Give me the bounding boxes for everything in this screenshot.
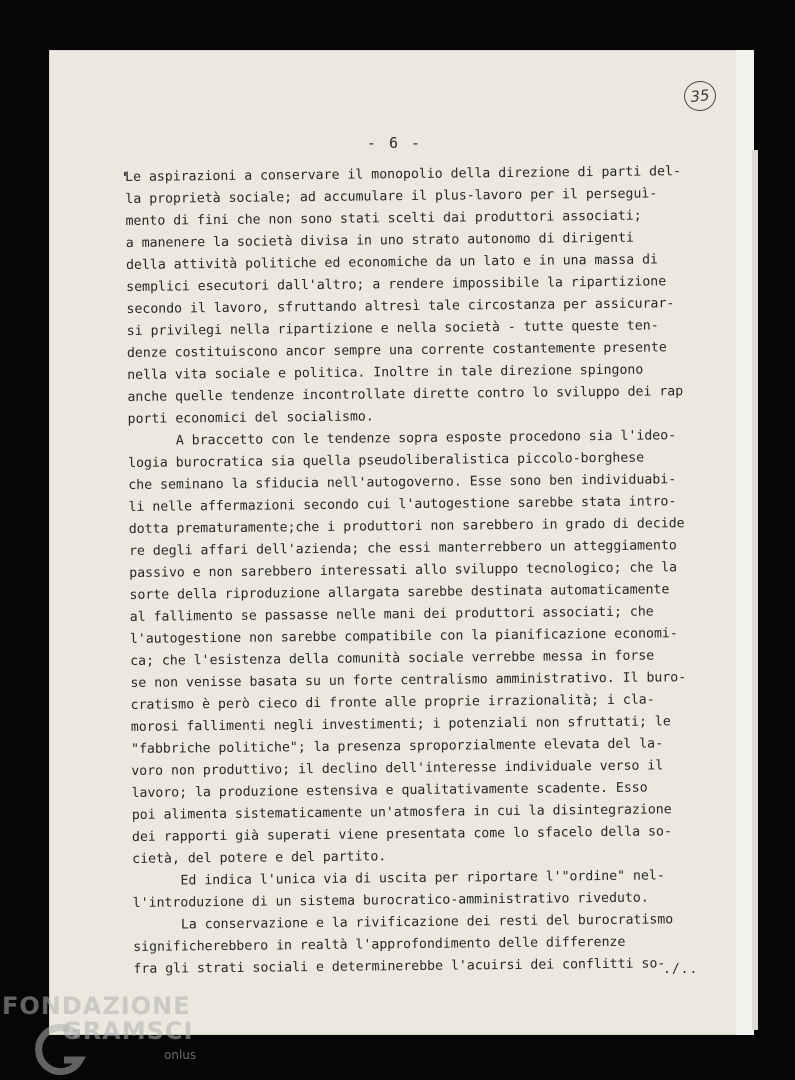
text-line: poi alimenta sistematicamente un'atmosfera in cui la disintegrazione	[131, 802, 672, 823]
continuation-mark: ./..	[663, 962, 699, 977]
document-page	[49, 50, 740, 1035]
text-line: dotta prematuramente;che i produttori non sarebbero in grado di decide	[128, 516, 685, 537]
text-line: semplici esecutori dall'altro; a rendere impossibile la ripartizione	[126, 274, 667, 295]
text-line: se non venisse basata su un forte centralismo amministrativo. Il buro-	[130, 670, 687, 691]
text-line: a manenere la società divisa in uno strato autonomo di dirigenti	[125, 230, 634, 251]
text-line: significherebbero in realtà l'approfondimento delle differenze	[133, 934, 626, 955]
text-line: cratismo è però cieco di fronte alle proprie irrazionalità; i cla-	[130, 692, 655, 713]
text-line: che seminano la sfiducia nell'autogoverno. Esse sono ben individuabi-	[128, 472, 677, 493]
text-line: secondo il lavoro, sfruttando altresì tale circostanza per assicurar-	[126, 296, 675, 317]
text-line: fra gli strati sociali e determinerebbe l'acuirsi dei conflitti so-	[133, 956, 666, 977]
text-line: l'autogestione non sarebbe compatibile con la pianificazione economi-	[129, 626, 678, 647]
watermark-suffix: onlus	[164, 1048, 197, 1062]
text-line: La conservazione e la rivificazione dei resti del burocratismo	[180, 912, 674, 933]
text-line: mento di fini che non sono stati scelti dai produttori associati;	[125, 208, 642, 229]
text-line: cietà, del potere e del partito.	[132, 849, 387, 867]
text-line: Le aspirazioni a conservare il monopolio della direzione di parti del-	[125, 164, 681, 185]
text-line: Ed indica l'unica via di uscita per riportare l'"ordine" nel-	[180, 868, 665, 889]
watermark-line-1: FONDAZIONE	[2, 992, 191, 1020]
text-line: dei rapporti già superati viene presentata come lo sfacelo della so-	[131, 824, 672, 845]
text-line: denze costituiscono ancor sempre una corrente costantemente presente	[126, 340, 667, 361]
fondazione-gramsci-watermark	[2, 992, 212, 1076]
text-line: logia burocratica sia quella pseudoliberalistica piccolo-borghese	[128, 450, 645, 471]
text-line: lavoro; la produzione estensiva e qualitativamente scadente. Esso	[131, 780, 648, 801]
page-number: - 6 -	[366, 134, 423, 152]
text-line: si privilegi nella ripartizione e nella società - tutte queste ten-	[126, 318, 659, 339]
text-line: della attività politiche ed economiche da un lato e in una massa di	[125, 252, 659, 273]
text-line: passivo e non sarebbero interessati allo sviluppo tecnologico; che la	[129, 560, 678, 581]
text-line: ca; che l'esistenza della comunità sociale verrebbe messa in forse	[130, 648, 655, 669]
text-line: al fallimento se passasse nelle mani dei produttori associati; che	[129, 604, 654, 625]
text-line: la proprietà sociale; ad accumulare il plus-lavoro per il perseguì-	[125, 186, 658, 207]
text-line: voro non produttivo; il declino dell'interesse individuale verso il	[131, 758, 664, 779]
text-line: anche quelle tendenze incontrollate dirette contro lo sviluppo dei rap	[127, 384, 684, 405]
text-line: l'introduzione di un sistema burocratico-amministrativo riveduto.	[132, 890, 649, 911]
watermark-line-2: GRAMSCI	[62, 1017, 194, 1045]
text-line: sorte della riproduzione allargata sarebbe destinata automaticamente	[129, 582, 670, 603]
text-line: li nelle affermazioni secondo cui l'autogestione sarebbe stata intro-	[128, 494, 677, 515]
text-line: nella vita sociale e politica. Inoltre in tale direzione spingono	[127, 362, 644, 383]
text-line: porti economici del socialismo.	[127, 409, 374, 427]
text-line: A braccetto con le tendenze sopra esposte procedono sia l'ideo-	[175, 428, 677, 449]
text-line: morosi fallimenti negli investimenti; i potenziali non sfruttati; le	[130, 714, 671, 735]
typewritten-text	[125, 161, 745, 981]
text-line: re degli affari dell'azienda; che essi manterrebbero un atteggiamento	[128, 538, 677, 559]
archive-number-stamp: 35	[683, 79, 718, 112]
text-line: "fabbriche politiche"; la presenza sproporzialmente elevata del la-	[131, 736, 664, 757]
page-edge-shadow	[752, 150, 758, 1030]
